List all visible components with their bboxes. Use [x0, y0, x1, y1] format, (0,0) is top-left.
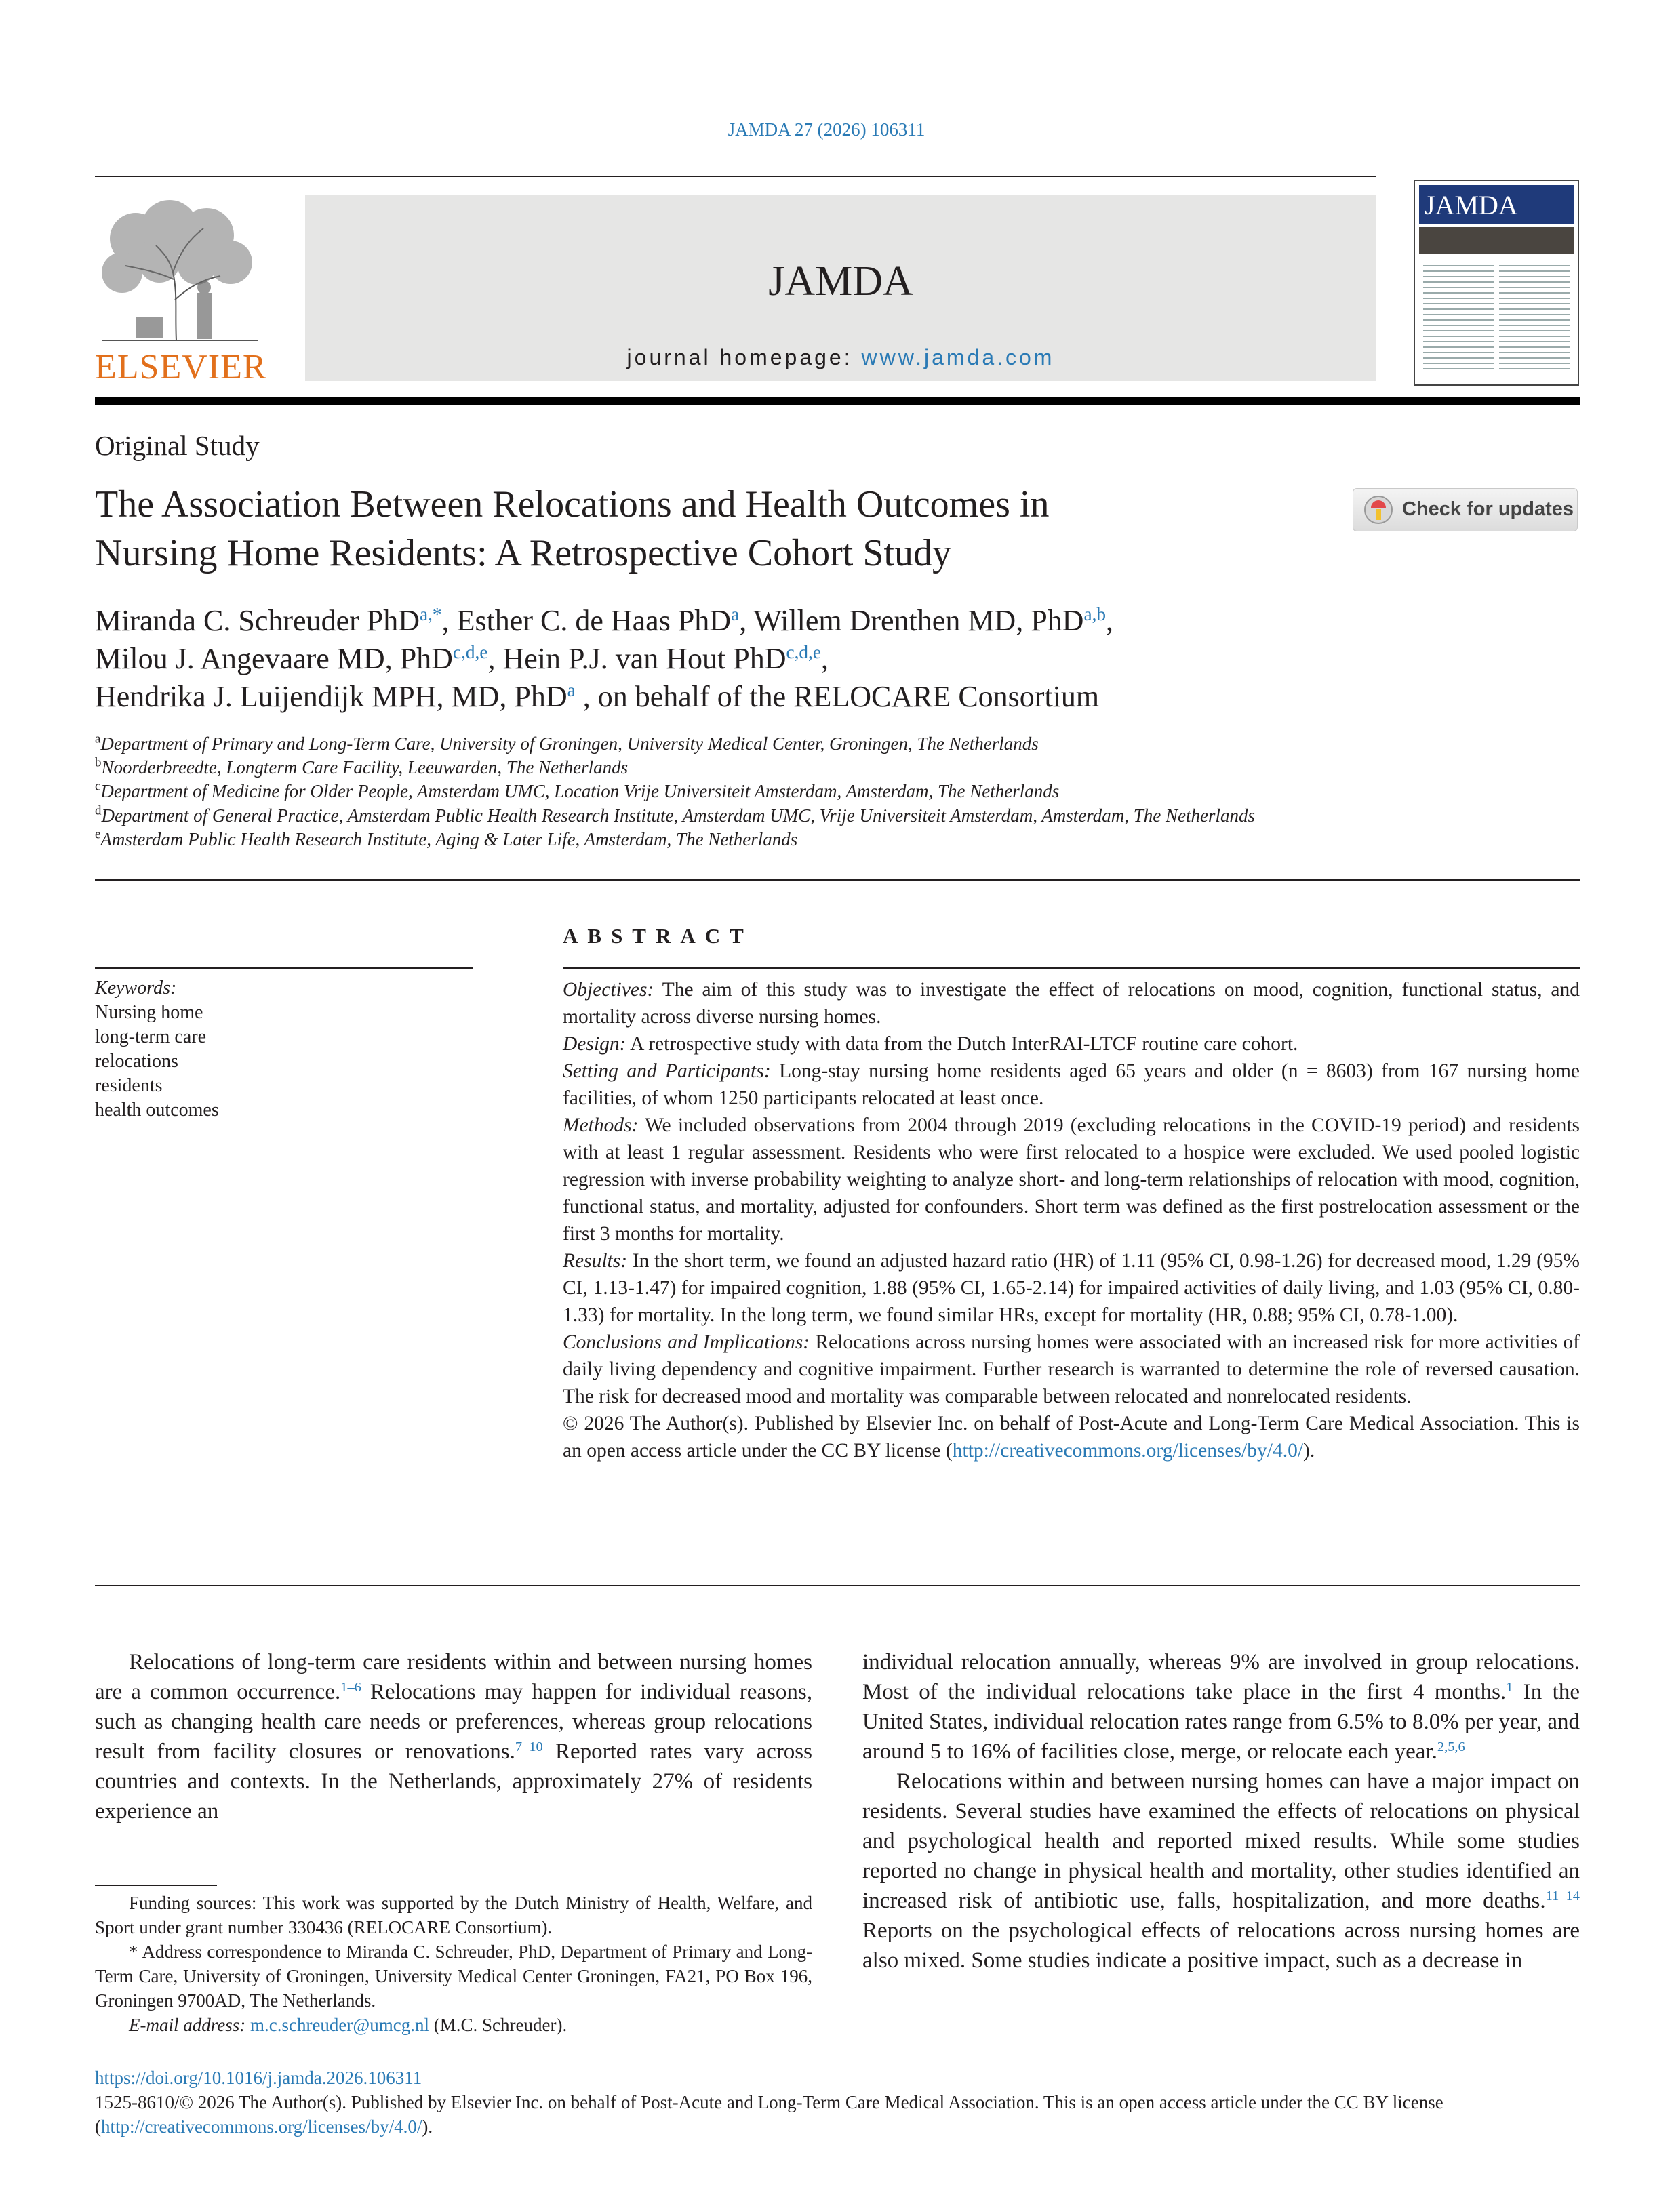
- abstract-copyright: [563, 1410, 1580, 1464]
- abstract-body: [563, 976, 1580, 1464]
- keywords-label: Keywords:: [95, 978, 177, 999]
- abstract-section-text: The aim of this study was to investigate the effect of relocations on mood, cognition, functional status, and mortality across diverse nursing homes.: [563, 979, 1580, 1028]
- abstract-design: [563, 1030, 1580, 1058]
- copyright-end: ).: [1303, 1440, 1315, 1462]
- journal-title: JAMDA: [768, 258, 913, 304]
- keyword-item: health outcomes: [95, 1100, 219, 1121]
- author-name: Miranda C. Schreuder PhD: [95, 604, 420, 637]
- affiliation-d: [95, 805, 1255, 826]
- article-type: Original Study: [95, 430, 260, 461]
- keyword-item: Nursing home: [95, 1002, 203, 1023]
- email-owner: (M.C. Schreuder).: [429, 2015, 567, 2035]
- email-label: E-mail address:: [129, 2015, 246, 2035]
- footer-end: ).: [422, 2116, 433, 2137]
- homepage-link[interactable]: www.jamda.com: [861, 345, 1055, 369]
- copyright-text: © 2026 The Author(s). Published by Elsevier Inc. on behalf of Post-Acute and Long-Term Care Medical Association. This is an open access article under the CC BY license (: [563, 1413, 1580, 1462]
- author-separator: ,: [441, 604, 457, 637]
- author-line-2: [95, 641, 829, 676]
- body-text: Reports on the psychological effects of relocations across nursing homes are also mixed. Some studies indicate a positive impact, such as a decrease in: [862, 1918, 1580, 1973]
- affiliation-key: b: [95, 755, 102, 770]
- journal-header: [305, 195, 1376, 381]
- affiliation-text: Amsterdam Public Health Research Institute, Aging & Later Life, Amsterdam, The Netherlands: [100, 829, 798, 849]
- abstract-section-text: Relocations across nursing homes were associated with an increased risk for more activities of daily living dependency and cognitive impairment. Further research is warranted to determine the role of reversed causation. The risk for decreased mood and mortality was comparable between relocated and nonrelocated residents.: [563, 1331, 1580, 1407]
- funding-note: Funding sources: This work was supported by the Dutch Ministry of Health, Welfare, and Sport under grant number 330436 (RELOCARE Consortium).: [95, 1893, 812, 1937]
- footnotes: [95, 1891, 812, 2037]
- affiliation-key: d: [95, 803, 102, 818]
- citation-link[interactable]: 1–6: [340, 1679, 361, 1695]
- abstract-section-label: Conclusions and Implications:: [563, 1331, 810, 1353]
- author-separator: ,: [1106, 604, 1114, 637]
- journal-cover[interactable]: [1414, 180, 1579, 386]
- author-separator: ,: [487, 642, 503, 675]
- email-link[interactable]: m.c.schreuder@umcg.nl: [250, 2015, 430, 2035]
- affiliation-rule: [95, 879, 1580, 881]
- elsevier-logo: [95, 198, 267, 386]
- abstract-section-label: Methods:: [563, 1114, 639, 1136]
- check-updates-icon: [1363, 494, 1394, 525]
- citation-link[interactable]: 7–10: [515, 1739, 543, 1754]
- body-text: Relocations of long-term care residents within and between nursing homes are a common occurrence.: [95, 1650, 812, 1704]
- abstract-methods: [563, 1112, 1580, 1247]
- author-affil-ref[interactable]: c,d,e: [452, 642, 488, 662]
- author-affil-ref[interactable]: a: [567, 680, 576, 700]
- abstract-section-label: Objectives:: [563, 979, 654, 1001]
- body-text: individual relocation annually, whereas 9% are involved in group relocations. Most of the individual relocations take place in the first 4 months.: [862, 1650, 1580, 1704]
- citation-link[interactable]: 11–14: [1545, 1888, 1580, 1904]
- abstract-rule: [563, 967, 1580, 969]
- abstract-section-label: Setting and Participants:: [563, 1060, 771, 1082]
- footer-license-link[interactable]: http://creativecommons.org/licenses/by/4.0/: [101, 2116, 422, 2137]
- keyword-item: long-term care: [95, 1026, 207, 1047]
- body-text: Relocations within and between nursing homes can have a major impact on residents. Several studies have examined the effects of relocations on physical and psychological health and reported mixed results. While some studies reported no change in physical health and mortality, other studies identified an increased risk of antibiotic use, falls, hospitalization, and more deaths.: [862, 1769, 1580, 1913]
- article-title-line2: Nursing Home Residents: A Retrospective Cohort Study: [95, 532, 952, 574]
- affiliation-e: [95, 829, 797, 850]
- author-separator: ,: [739, 604, 754, 637]
- keywords: [95, 976, 219, 1123]
- check-updates-label: Check for updates: [1402, 498, 1574, 520]
- author-name: Willem Drenthen MD, PhD: [753, 604, 1084, 637]
- email-note: [95, 2013, 812, 2037]
- header-thick-rule: [95, 397, 1580, 405]
- abstract-section-text: We included observations from 2004 through 2019 (excluding relocations in the COVID-19 period) and residents with at least 1 regular assessment. Residents who were first relocated to a hospice were excluded. We used pooled logistic regression with inverse probability weighting to analyze short- and long-term relationships of relocation with mood, cognition, functional status, and mortality, adjusted for confounders. Short term was defined as the first postrelocation assessment or the first 3 months for mortality.: [563, 1114, 1580, 1245]
- cover-banner: [1419, 185, 1574, 224]
- body-text: Reported rates vary across countries and contexts. In the Netherlands, approximately 27% of residents experience an: [95, 1740, 812, 1824]
- author-affil-ref[interactable]: a,b: [1083, 604, 1107, 624]
- citation-link[interactable]: 2,5,6: [1437, 1739, 1465, 1754]
- page-footer: [95, 2066, 1580, 2139]
- cover-text-right: [1499, 261, 1570, 369]
- check-for-updates-button[interactable]: [1353, 488, 1578, 531]
- affiliation-text: Department of Primary and Long-Term Care, University of Groningen, University Medical Center, Groningen, The Netherlands: [100, 733, 1039, 754]
- author-line-3: [95, 679, 1099, 714]
- doi-link[interactable]: https://doi.org/10.1016/j.jamda.2026.106311: [95, 2068, 422, 2088]
- abstract-section-label: Design:: [563, 1033, 626, 1055]
- abstract-section-text: Long-stay nursing home residents aged 65 years and older (n = 8603) from 167 nursing home facilities, of whom 1250 participants relocated at least once.: [563, 1060, 1580, 1109]
- homepage-label: journal homepage:: [626, 345, 862, 369]
- correspondence-note: [95, 1939, 812, 2013]
- affiliation-key: a: [95, 731, 101, 746]
- abstract-heading: ABSTRACT: [563, 924, 753, 948]
- body-column-left: [95, 1647, 812, 1826]
- abstract-conclusions: [563, 1329, 1580, 1410]
- issn-license: [95, 2090, 1580, 2139]
- keyword-item: residents: [95, 1075, 163, 1096]
- author-line-1: [95, 603, 1113, 638]
- asterisk-marker: *: [129, 1942, 142, 1962]
- affiliation-c: [95, 781, 1059, 802]
- journal-reference[interactable]: JAMDA 27 (2026) 106311: [728, 119, 925, 140]
- footnote-rule: [95, 1885, 217, 1886]
- author-consortium: , on behalf of the RELOCARE Consortium: [575, 680, 1100, 713]
- abstract-section-label: Results:: [563, 1250, 628, 1272]
- elsevier-tree-icon: [95, 198, 264, 344]
- affiliation-text: Department of General Practice, Amsterdam Public Health Research Institute, Amsterdam UMC, Vrije Universiteit Amsterdam, Amsterdam, The Netherlands: [101, 805, 1255, 826]
- author-affil-ref[interactable]: a: [731, 604, 740, 624]
- affiliation-key: e: [95, 827, 101, 842]
- body-paragraph: [862, 1647, 1580, 1767]
- citation-link[interactable]: 1: [1506, 1679, 1513, 1695]
- abstract-objectives: [563, 976, 1580, 1030]
- article-title-line1: The Association Between Relocations and Health Outcomes in: [95, 483, 1050, 525]
- abstract-end-rule: [95, 1585, 1580, 1586]
- author-name: Hein P.J. van Hout PhD: [502, 642, 786, 675]
- author-name: Hendrika J. Luijendijk MPH, MD, PhD: [95, 680, 567, 713]
- body-column-right: [862, 1647, 1580, 1975]
- body-text: Relocations may happen for individual reasons, such as changing health care needs or preferences, whereas group relocations result from facility closures or renovations.: [95, 1680, 812, 1764]
- license-link[interactable]: http://creativecommons.org/licenses/by/4.0/: [952, 1440, 1304, 1462]
- affiliation-b: [95, 757, 628, 778]
- author-affil-ref[interactable]: a,*: [420, 604, 442, 624]
- author-name: Milou J. Angevaare MD, PhD: [95, 642, 453, 675]
- keyword-item: relocations: [95, 1051, 178, 1072]
- affiliation-text: Noorderbreedte, Longterm Care Facility, Leeuwarden, The Netherlands: [101, 757, 629, 778]
- issn-text: 1525-8610/© 2026 The Author(s). Published by Elsevier Inc. on behalf of Post-Acute and Long-Term Care Medical Association. This is an open access article under the CC BY license (: [95, 2092, 1443, 2137]
- elsevier-wordmark: ELSEVIER: [95, 348, 267, 386]
- keywords-rule: [95, 967, 473, 969]
- author-name: Esther C. de Haas PhD: [456, 604, 732, 637]
- article-title: [95, 480, 1302, 578]
- body-paragraph: [95, 1647, 812, 1826]
- cover-text-left: [1423, 261, 1494, 369]
- author-affil-ref[interactable]: c,d,e: [786, 642, 821, 662]
- affiliation-text: Department of Medicine for Older People, Amsterdam UMC, Location Vrije Universiteit Amsterdam, Amsterdam, The Netherlands: [100, 781, 1060, 801]
- journal-homepage: [305, 345, 1376, 370]
- abstract-section-text: A retrospective study with data from the Dutch InterRAI-LTCF routine care cohort.: [626, 1033, 1298, 1055]
- cover-photo-strip: [1419, 227, 1574, 254]
- abstract-setting: [563, 1058, 1580, 1112]
- correspondence-text: Address correspondence to Miranda C. Schreuder, PhD, Department of Primary and Long-Term Care, University of Groningen, University Medical Center Groningen, FA21, PO Box 196, Groningen 9700AD, The Netherlands.: [95, 1942, 812, 2011]
- body-text: In the United States, individual relocation rates range from 6.5% to 8.0% per year, and around 5 to 16% of facilities close, merge, or relocate each year.: [862, 1680, 1580, 1764]
- cover-title: JAMDA: [1425, 190, 1518, 220]
- header-rule: [95, 176, 1376, 177]
- abstract-results: [563, 1247, 1580, 1329]
- author-separator: ,: [820, 642, 829, 675]
- affiliation-a: [95, 733, 1039, 755]
- body-paragraph: [862, 1767, 1580, 1975]
- abstract-section-text: In the short term, we found an adjusted hazard ratio (HR) of 1.11 (95% CI, 0.98-1.26) for decreased mood, 1.29 (95% CI, 1.13-1.47) for impaired cognition, 1.88 (95% CI, 1.65-2.14) for impaired activities of daily living, and 1.03 (95% CI, 0.80-1.33) for mortality. In the long term, we found similar HRs, except for mortality (HR, 0.88; 95% CI, 0.78-1.00).: [563, 1250, 1580, 1326]
- affiliation-key: c: [95, 779, 101, 794]
